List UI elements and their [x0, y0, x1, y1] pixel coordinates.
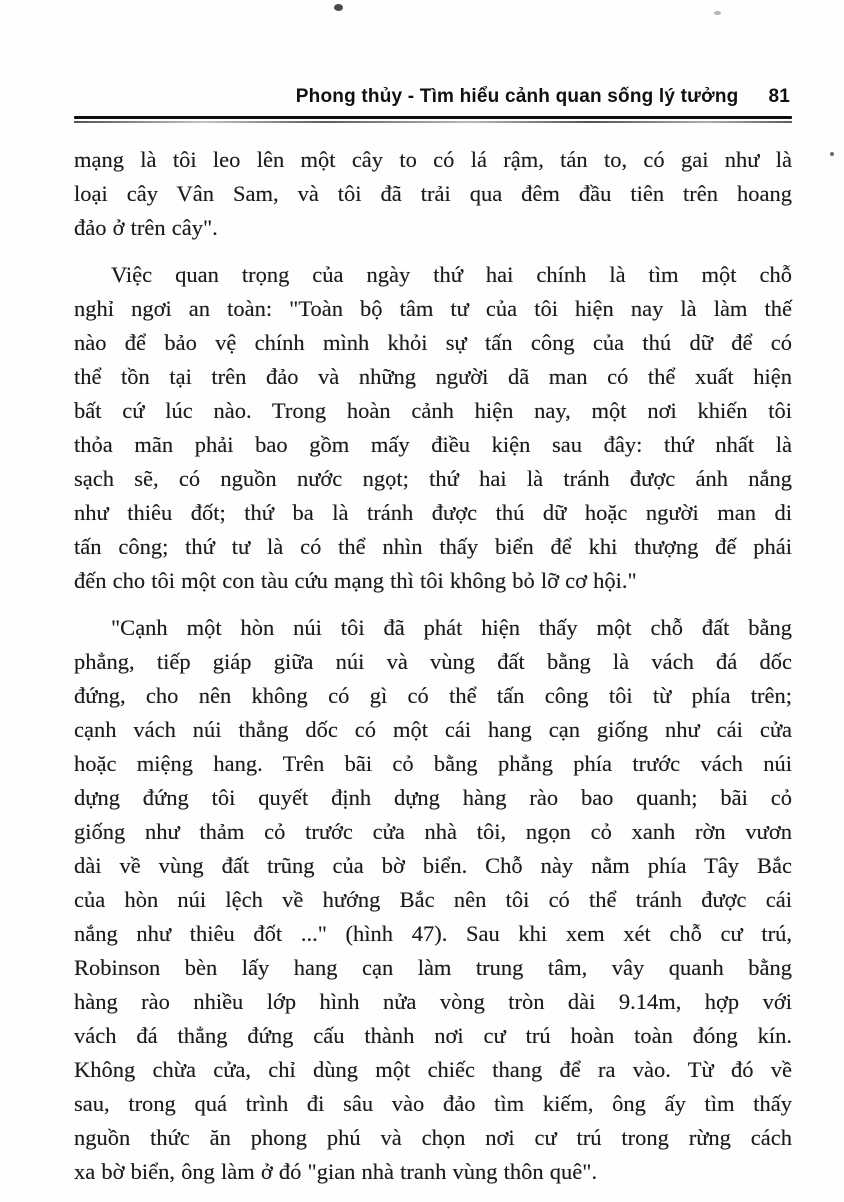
- text-line: nguồn thức ăn phong phú và chọn nơi cư trú trong rừng cách: [74, 1125, 792, 1150]
- paragraph: [74, 258, 792, 598]
- text-line: hoặc miệng hang. Trên bãi cỏ bằng phẳng phía trước vách núi: [74, 751, 792, 776]
- text-line: dài về vùng đất trũng của bờ biển. Chỗ này nằm phía Tây Bắc: [74, 853, 792, 878]
- text-line: vách đá thẳng đứng cấu thành nơi cư trú hoàn toàn đóng kín.: [74, 1023, 792, 1048]
- text-line: nghỉ ngơi an toàn: "Toàn bộ tâm tư của tôi hiện nay là làm thế: [74, 296, 792, 321]
- scan-artifact: [830, 152, 834, 156]
- page-body: [74, 143, 792, 1189]
- text-line: đảo ở trên cây".: [74, 215, 218, 240]
- text-line: đứng, cho nên không có gì có thể tấn công tôi từ phía trên;: [74, 683, 792, 708]
- paragraph: [74, 611, 792, 1189]
- scan-artifact: [714, 11, 721, 15]
- text-line: thỏa mãn phải bao gồm mấy điều kiện sau đây: thứ nhất là: [74, 432, 792, 457]
- text-line: tấn công; thứ tư là có thể nhìn thấy biển để khi thượng đế phái: [74, 534, 792, 559]
- text-line: thể tồn tại trên đảo và những người dã man có thể xuất hiện: [74, 364, 792, 389]
- text-line: nào để bảo vệ chính mình khỏi sự tấn công của thú dữ để có: [74, 330, 792, 355]
- scan-artifact: [334, 4, 343, 11]
- text-line: cạnh vách núi thẳng dốc có một cái hang cạn giống như cái cửa: [74, 717, 792, 742]
- paragraph: [74, 143, 792, 245]
- header-page-number: 81: [768, 86, 790, 107]
- text-line: Robinson bèn lấy hang cạn làm trung tâm, vây quanh bằng: [74, 955, 792, 980]
- text-line: phẳng, tiếp giáp giữa núi và vùng đất bằng là vách đá dốc: [74, 649, 792, 674]
- text-line: như thiêu đốt; thứ ba là tránh được thú dữ hoặc người man di: [74, 500, 792, 525]
- text-line: dựng đứng tôi quyết định dựng hàng rào bao quanh; bãi cỏ: [74, 785, 792, 810]
- text-line: hàng rào nhiều lớp hình nửa vòng tròn dài 9.14m, hợp với: [74, 989, 792, 1014]
- header-rule-shadow: [74, 121, 792, 123]
- text-line: loại cây Vân Sam, và tôi đã trải qua đêm đầu tiên trên hoang: [74, 181, 792, 206]
- running-header: [74, 86, 792, 108]
- header-rule: [74, 116, 792, 123]
- page: [74, 86, 792, 1202]
- text-line: bất cứ lúc nào. Trong hoàn cảnh hiện nay, một nơi khiến tôi: [74, 398, 792, 423]
- text-line: Việc quan trọng của ngày thứ hai chính là tìm một chỗ: [111, 262, 792, 287]
- text-line: của hòn núi lệch về hướng Bắc nên tôi có thể tránh được cái: [74, 887, 792, 912]
- text-line: giống như thảm cỏ trước cửa nhà tôi, ngọn cỏ xanh rờn vươn: [74, 819, 792, 844]
- text-line: xa bờ biển, ông làm ở đó "gian nhà tranh vùng thôn quê".: [74, 1159, 598, 1184]
- header-title: Phong thủy - Tìm hiểu cảnh quan sống lý tưởng: [295, 86, 739, 107]
- text-line: sạch sẽ, có nguồn nước ngọt; thứ hai là tránh được ánh nắng: [74, 466, 792, 491]
- text-line: sau, trong quá trình đi sâu vào đảo tìm kiếm, ông ấy tìm thấy: [74, 1091, 792, 1116]
- text-line: "Cạnh một hòn núi tôi đã phát hiện thấy một chỗ đất bằng: [111, 615, 792, 640]
- text-line: Không chừa cửa, chỉ dùng một chiếc thang để ra vào. Từ đó về: [74, 1057, 792, 1082]
- header-rule-main: [74, 116, 792, 119]
- text-line: mạng là tôi leo lên một cây to có lá rậm, tán to, có gai như là: [74, 147, 792, 172]
- text-line: nắng như thiêu đốt ..." (hình 47). Sau khi xem xét chỗ cư trú,: [74, 921, 792, 946]
- text-line: đến cho tôi một con tàu cứu mạng thì tôi không bỏ lỡ cơ hội.": [74, 568, 637, 593]
